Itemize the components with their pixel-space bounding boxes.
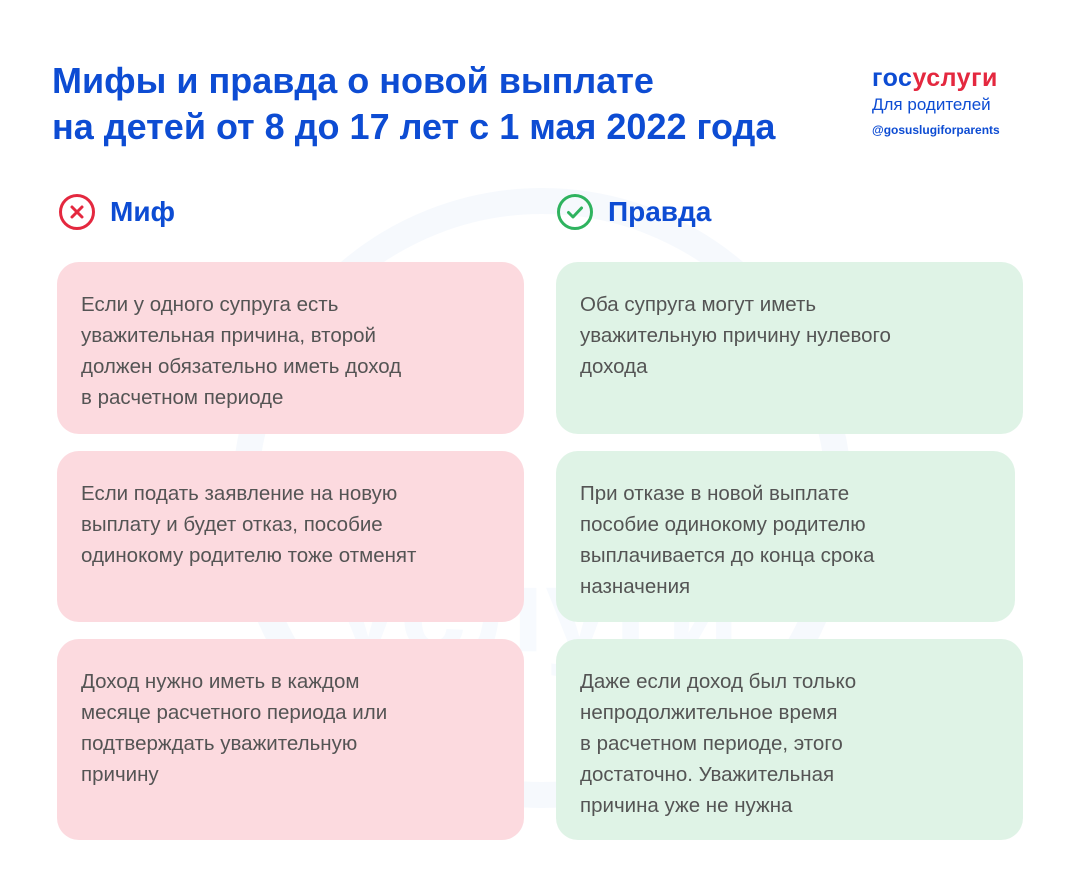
truth-column-label: Правда <box>608 196 712 227</box>
myth-card-1: Если у одного супруга есть уважительная причина, второй должен обязательно иметь доход в расчетном периоде <box>57 262 524 434</box>
truth-column-header <box>556 192 711 232</box>
myth-card-3: Доход нужно иметь в каждом месяце расчетного периода или подтверждать уважительную причину <box>57 639 524 840</box>
myth-column-header <box>58 192 175 232</box>
brand-subtitle: Для родителей <box>872 95 991 114</box>
brand-handle: @gosuslugiforparents <box>872 123 1000 137</box>
cross-circle-icon <box>58 193 96 231</box>
page-title-line-1: Мифы и правда о новой выплате <box>52 60 654 101</box>
page-title <box>52 58 852 150</box>
truth-card-1: Оба супруга могут иметь уважительную причину нулевого дохода <box>556 262 1023 434</box>
page-title-line-2: на детей от 8 до 17 лет с 1 мая 2022 года <box>52 106 776 147</box>
myth-column-label: Миф <box>110 196 176 227</box>
logo-part-gos: гос <box>872 64 913 92</box>
truth-card-2: При отказе в новой выплате пособие одинокому родителю выплачивается до конца срока назначения <box>556 451 1015 622</box>
logo-part-uslugi: услуги <box>912 64 998 92</box>
truth-card-3: Даже если доход был только непродолжительное время в расчетном периоде, этого достаточно. Уважительная причина уже не нужна <box>556 639 1023 840</box>
gosuslugi-logo <box>872 64 1022 92</box>
brand-block <box>872 64 1022 138</box>
check-circle-icon <box>556 193 594 231</box>
myth-card-2: Если подать заявление на новую выплату и будет отказ, пособие одинокому родителю тоже отменят <box>57 451 524 622</box>
